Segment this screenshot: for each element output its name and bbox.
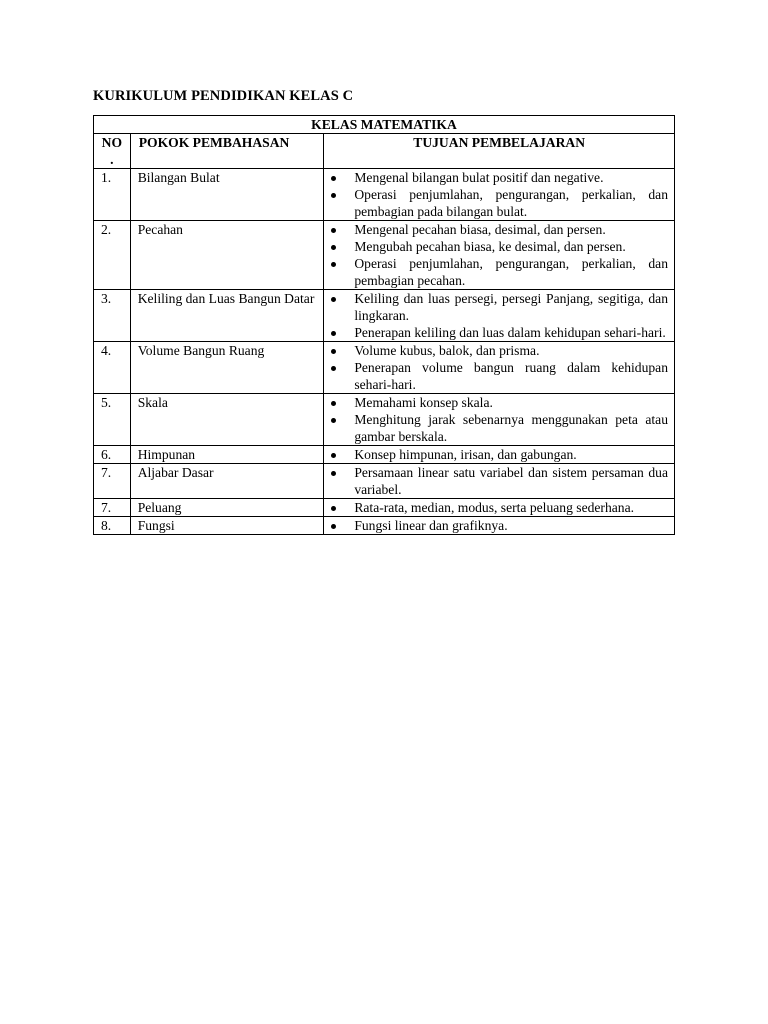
document-title: KURIKULUM PENDIDIKAN KELAS C	[93, 88, 354, 104]
objective-text: Memahami konsep skala.	[354, 395, 493, 410]
bullet-icon	[331, 228, 336, 233]
tujuan-pembelajaran-cell	[324, 342, 675, 394]
pokok-pembahasan-cell: Aljabar Dasar	[130, 464, 324, 499]
objective-text: Mengenal pecahan biasa, desimal, dan persen.	[354, 222, 606, 237]
bullet-icon	[331, 331, 336, 336]
objective-text: Penerapan volume bangun ruang dalam kehidupan sehari-hari.	[354, 360, 668, 392]
objective-text: Mengubah pecahan biasa, ke desimal, dan persen.	[354, 239, 626, 254]
objective-item	[324, 169, 668, 186]
table-row	[94, 446, 675, 464]
objective-text: Volume kubus, balok, dan prisma.	[354, 343, 540, 358]
header-tujuan-pembelajaran: TUJUAN PEMBELAJARAN	[324, 134, 675, 169]
table-row	[94, 499, 675, 517]
row-number: 4.	[94, 342, 131, 394]
objective-item	[324, 290, 668, 324]
table-body	[94, 169, 675, 535]
bullet-icon	[331, 176, 336, 181]
objective-text: Menghitung jarak sebenarnya menggunakan peta atau gambar berskala.	[354, 412, 668, 444]
row-number: 3.	[94, 290, 131, 342]
bullet-icon	[331, 506, 336, 511]
objective-item	[324, 359, 668, 393]
header-no-label: NO .	[101, 135, 123, 167]
objective-list	[324, 394, 668, 445]
tujuan-pembelajaran-cell	[324, 394, 675, 446]
objective-item	[324, 238, 668, 255]
curriculum-table	[93, 115, 675, 535]
objective-list	[324, 499, 668, 516]
objective-text: Rata-rata, median, modus, serta peluang sederhana.	[354, 500, 635, 515]
table-row	[94, 290, 675, 342]
table-row	[94, 342, 675, 394]
objective-item	[324, 324, 668, 341]
objective-item	[324, 221, 668, 238]
bullet-icon	[331, 366, 336, 371]
bullet-icon	[331, 193, 336, 198]
row-number: 2.	[94, 221, 131, 290]
pokok-pembahasan-cell: Bilangan Bulat	[130, 169, 324, 221]
objective-list	[324, 169, 668, 220]
table-row	[94, 169, 675, 221]
bullet-icon	[331, 262, 336, 267]
objective-list	[324, 517, 668, 534]
bullet-icon	[331, 245, 336, 250]
objective-text: Penerapan keliling dan luas dalam kehidupan sehari-hari.	[354, 325, 666, 340]
objective-list	[324, 342, 668, 393]
objective-text: Fungsi linear dan grafiknya.	[354, 518, 508, 533]
objective-list	[324, 464, 668, 498]
tujuan-pembelajaran-cell	[324, 446, 675, 464]
objective-item	[324, 446, 668, 463]
objective-item	[324, 394, 668, 411]
objective-text: Konsep himpunan, irisan, dan gabungan.	[354, 447, 577, 462]
bullet-icon	[331, 297, 336, 302]
objective-item	[324, 186, 668, 220]
bullet-icon	[331, 401, 336, 406]
tujuan-pembelajaran-cell	[324, 499, 675, 517]
row-number: 7.	[94, 499, 131, 517]
table-row	[94, 517, 675, 535]
objective-list	[324, 221, 668, 289]
objective-item	[324, 411, 668, 445]
objective-list	[324, 446, 668, 463]
bullet-icon	[331, 524, 336, 529]
table-row	[94, 221, 675, 290]
objective-item	[324, 517, 668, 534]
header-row	[94, 134, 675, 169]
objective-item	[324, 499, 668, 516]
row-number: 5.	[94, 394, 131, 446]
row-number: 6.	[94, 446, 131, 464]
row-number: 7.	[94, 464, 131, 499]
row-number: 8.	[94, 517, 131, 535]
table-row	[94, 394, 675, 446]
bullet-icon	[331, 418, 336, 423]
header-pokok-pembahasan: POKOK PEMBAHASAN	[130, 134, 324, 169]
caption-row	[94, 116, 675, 134]
objective-text: Persamaan linear satu variabel dan sistem persaman dua variabel.	[354, 465, 668, 497]
bullet-icon	[331, 349, 336, 354]
objective-text: Operasi penjumlahan, pengurangan, perkalian, dan pembagian pada bilangan bulat.	[354, 187, 668, 219]
bullet-icon	[331, 453, 336, 458]
pokok-pembahasan-cell: Peluang	[130, 499, 324, 517]
objective-text: Keliling dan luas persegi, persegi Panjang, segitiga, dan lingkaran.	[354, 291, 668, 323]
header-no	[94, 134, 131, 169]
tujuan-pembelajaran-cell	[324, 517, 675, 535]
tujuan-pembelajaran-cell	[324, 464, 675, 499]
objective-text: Mengenal bilangan bulat positif dan negative.	[354, 170, 604, 185]
tujuan-pembelajaran-cell	[324, 221, 675, 290]
table-row	[94, 464, 675, 499]
objective-text: Operasi penjumlahan, pengurangan, perkalian, dan pembagian pecahan.	[354, 256, 668, 288]
objective-list	[324, 290, 668, 341]
objective-item	[324, 342, 668, 359]
objective-item	[324, 255, 668, 289]
row-number: 1.	[94, 169, 131, 221]
pokok-pembahasan-cell: Himpunan	[130, 446, 324, 464]
pokok-pembahasan-cell: Fungsi	[130, 517, 324, 535]
pokok-pembahasan-cell: Pecahan	[130, 221, 324, 290]
table-caption: KELAS MATEMATIKA	[94, 116, 675, 134]
tujuan-pembelajaran-cell	[324, 290, 675, 342]
tujuan-pembelajaran-cell	[324, 169, 675, 221]
pokok-pembahasan-cell: Keliling dan Luas Bangun Datar	[130, 290, 324, 342]
bullet-icon	[331, 471, 336, 476]
pokok-pembahasan-cell: Skala	[130, 394, 324, 446]
pokok-pembahasan-cell: Volume Bangun Ruang	[130, 342, 324, 394]
objective-item	[324, 464, 668, 498]
